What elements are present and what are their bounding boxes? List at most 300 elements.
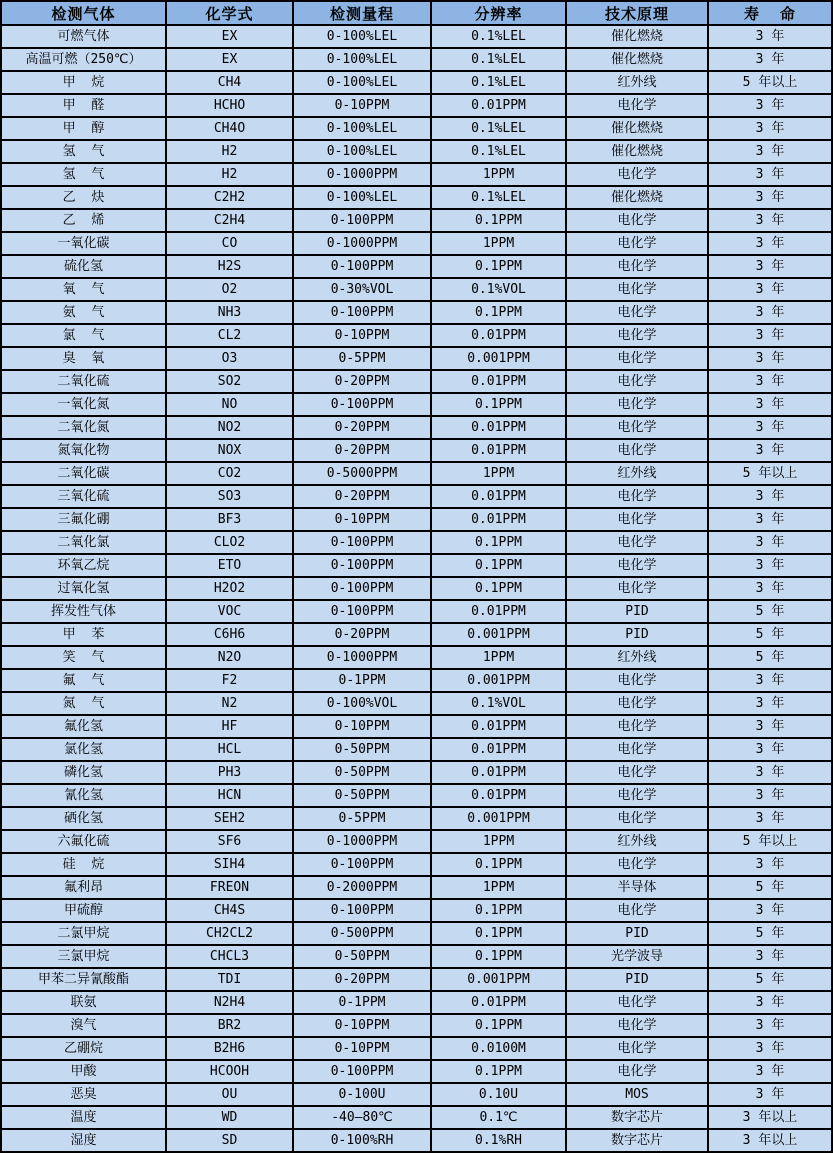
cell-formula: H2O2 <box>166 577 293 600</box>
cell-range: 0-100PPM <box>293 853 431 876</box>
cell-range: 0-10PPM <box>293 94 431 117</box>
cell-lifespan: 5 年 <box>708 623 832 646</box>
cell-lifespan: 3 年 <box>708 577 832 600</box>
cell-lifespan: 3 年以上 <box>708 1129 832 1152</box>
cell-principle: 电化学 <box>566 324 708 347</box>
cell-gas-name: 二氧化硫 <box>1 370 166 393</box>
cell-principle: 数字芯片 <box>566 1129 708 1152</box>
table-row <box>1 1060 832 1083</box>
cell-lifespan: 3 年 <box>708 1037 832 1060</box>
cell-gas-name: 甲苯二异氰酸酯 <box>1 968 166 991</box>
cell-principle: 电化学 <box>566 692 708 715</box>
cell-resolution: 0.1PPM <box>431 554 566 577</box>
cell-resolution: 0.1%VOL <box>431 278 566 301</box>
cell-principle: 催化燃烧 <box>566 186 708 209</box>
cell-resolution: 1PPM <box>431 830 566 853</box>
cell-range: 0-1000PPM <box>293 163 431 186</box>
cell-lifespan: 3 年 <box>708 393 832 416</box>
cell-principle: 电化学 <box>566 807 708 830</box>
cell-gas-name: 氢 气 <box>1 163 166 186</box>
cell-lifespan: 3 年 <box>708 554 832 577</box>
cell-lifespan: 3 年 <box>708 48 832 71</box>
cell-range: 0-20PPM <box>293 968 431 991</box>
cell-formula: SIH4 <box>166 853 293 876</box>
cell-principle: 电化学 <box>566 1060 708 1083</box>
cell-resolution: 0.001PPM <box>431 623 566 646</box>
cell-principle: 电化学 <box>566 784 708 807</box>
table-row <box>1 876 832 899</box>
table-row <box>1 163 832 186</box>
cell-range: 0-100PPM <box>293 393 431 416</box>
cell-range: 0-100PPM <box>293 899 431 922</box>
cell-formula: CH4S <box>166 899 293 922</box>
cell-gas-name: 恶臭 <box>1 1083 166 1106</box>
cell-gas-name: 温度 <box>1 1106 166 1129</box>
cell-formula: CO <box>166 232 293 255</box>
cell-resolution: 0.1%LEL <box>431 48 566 71</box>
cell-lifespan: 3 年 <box>708 485 832 508</box>
cell-formula: H2 <box>166 140 293 163</box>
cell-principle: 电化学 <box>566 669 708 692</box>
table-row <box>1 554 832 577</box>
cell-resolution: 1PPM <box>431 646 566 669</box>
cell-formula: PH3 <box>166 761 293 784</box>
cell-lifespan: 5 年 <box>708 600 832 623</box>
cell-lifespan: 3 年 <box>708 25 832 48</box>
table-row <box>1 485 832 508</box>
table-row <box>1 922 832 945</box>
table-row <box>1 1106 832 1129</box>
cell-principle: PID <box>566 623 708 646</box>
cell-principle: 电化学 <box>566 853 708 876</box>
cell-gas-name: 磷化氢 <box>1 761 166 784</box>
cell-lifespan: 3 年 <box>708 94 832 117</box>
cell-lifespan: 3 年 <box>708 232 832 255</box>
cell-gas-name: 甲 苯 <box>1 623 166 646</box>
cell-formula: NO <box>166 393 293 416</box>
cell-principle: 电化学 <box>566 209 708 232</box>
cell-formula: HCL <box>166 738 293 761</box>
table-row <box>1 784 832 807</box>
cell-range: 0-100%LEL <box>293 71 431 94</box>
cell-gas-name: 环氧乙烷 <box>1 554 166 577</box>
cell-principle: 电化学 <box>566 347 708 370</box>
cell-resolution: 0.001PPM <box>431 968 566 991</box>
table-body <box>1 25 832 1152</box>
cell-lifespan: 3 年 <box>708 324 832 347</box>
table-row <box>1 1083 832 1106</box>
cell-principle: 电化学 <box>566 738 708 761</box>
cell-lifespan: 3 年 <box>708 715 832 738</box>
cell-principle: 电化学 <box>566 278 708 301</box>
cell-gas-name: 湿度 <box>1 1129 166 1152</box>
table-row <box>1 991 832 1014</box>
cell-resolution: 0.1PPM <box>431 922 566 945</box>
cell-gas-name: 氢 气 <box>1 140 166 163</box>
cell-resolution: 0.1PPM <box>431 531 566 554</box>
cell-formula: CH4 <box>166 71 293 94</box>
col-header-gas-name: 检测气体 <box>1 1 166 25</box>
cell-resolution: 0.1%RH <box>431 1129 566 1152</box>
cell-formula: HCHO <box>166 94 293 117</box>
cell-gas-name: 甲 烷 <box>1 71 166 94</box>
cell-range: 0-100%RH <box>293 1129 431 1152</box>
table-row <box>1 255 832 278</box>
cell-lifespan: 3 年 <box>708 738 832 761</box>
cell-range: 0-100%VOL <box>293 692 431 715</box>
cell-gas-name: 硫化氢 <box>1 255 166 278</box>
cell-range: 0-1PPM <box>293 991 431 1014</box>
cell-formula: SF6 <box>166 830 293 853</box>
cell-gas-name: 二氧化氯 <box>1 531 166 554</box>
cell-principle: 红外线 <box>566 462 708 485</box>
cell-range: 0-100%LEL <box>293 117 431 140</box>
table-header-row <box>1 1 832 25</box>
table-row <box>1 508 832 531</box>
table-row <box>1 209 832 232</box>
cell-gas-name: 硅 烷 <box>1 853 166 876</box>
table-row <box>1 71 832 94</box>
cell-gas-name: 甲 醛 <box>1 94 166 117</box>
table-row <box>1 301 832 324</box>
cell-formula: SO2 <box>166 370 293 393</box>
cell-resolution: 0.1%VOL <box>431 692 566 715</box>
cell-gas-name: 臭 氧 <box>1 347 166 370</box>
table-row <box>1 186 832 209</box>
cell-principle: 红外线 <box>566 646 708 669</box>
cell-formula: WD <box>166 1106 293 1129</box>
cell-range: 0-100PPM <box>293 600 431 623</box>
cell-gas-name: 氟化氢 <box>1 715 166 738</box>
cell-range: 0-10PPM <box>293 715 431 738</box>
cell-lifespan: 3 年 <box>708 117 832 140</box>
cell-gas-name: 甲 醇 <box>1 117 166 140</box>
cell-formula: ETO <box>166 554 293 577</box>
cell-formula: C2H4 <box>166 209 293 232</box>
cell-resolution: 0.01PPM <box>431 416 566 439</box>
cell-resolution: 0.01PPM <box>431 784 566 807</box>
cell-formula: HCN <box>166 784 293 807</box>
cell-principle: 半导体 <box>566 876 708 899</box>
table-row <box>1 1037 832 1060</box>
table-row <box>1 370 832 393</box>
cell-gas-name: 挥发性气体 <box>1 600 166 623</box>
cell-principle: 电化学 <box>566 370 708 393</box>
cell-gas-name: 三氧化硫 <box>1 485 166 508</box>
cell-resolution: 0.01PPM <box>431 715 566 738</box>
cell-formula: OU <box>166 1083 293 1106</box>
cell-formula: CHCL3 <box>166 945 293 968</box>
cell-resolution: 0.01PPM <box>431 485 566 508</box>
cell-lifespan: 3 年 <box>708 209 832 232</box>
cell-range: 0-20PPM <box>293 439 431 462</box>
table-row <box>1 623 832 646</box>
table-row <box>1 117 832 140</box>
cell-formula: CL2 <box>166 324 293 347</box>
col-header-formula: 化学式 <box>166 1 293 25</box>
cell-range: 0-50PPM <box>293 738 431 761</box>
cell-range: 0-100%LEL <box>293 186 431 209</box>
cell-formula: FREON <box>166 876 293 899</box>
cell-resolution: 0.1PPM <box>431 301 566 324</box>
cell-range: 0-1000PPM <box>293 646 431 669</box>
cell-formula: CLO2 <box>166 531 293 554</box>
cell-lifespan: 5 年 <box>708 646 832 669</box>
cell-formula: C2H2 <box>166 186 293 209</box>
cell-lifespan: 3 年 <box>708 784 832 807</box>
cell-resolution: 0.001PPM <box>431 347 566 370</box>
cell-principle: 电化学 <box>566 1037 708 1060</box>
cell-range: 0-1PPM <box>293 669 431 692</box>
cell-gas-name: 二氧化碳 <box>1 462 166 485</box>
cell-resolution: 0.1PPM <box>431 577 566 600</box>
cell-principle: 电化学 <box>566 94 708 117</box>
table-row <box>1 692 832 715</box>
cell-principle: PID <box>566 600 708 623</box>
cell-principle: 电化学 <box>566 991 708 1014</box>
cell-gas-name: 一氧化碳 <box>1 232 166 255</box>
cell-resolution: 0.1%LEL <box>431 25 566 48</box>
table-row <box>1 1129 832 1152</box>
cell-resolution: 0.01PPM <box>431 324 566 347</box>
cell-formula: O2 <box>166 278 293 301</box>
cell-formula: N2 <box>166 692 293 715</box>
cell-range: 0-1000PPM <box>293 830 431 853</box>
cell-range: 0-100PPM <box>293 255 431 278</box>
cell-gas-name: 硒化氢 <box>1 807 166 830</box>
table-row <box>1 830 832 853</box>
cell-resolution: 0.1PPM <box>431 209 566 232</box>
cell-gas-name: 氧 气 <box>1 278 166 301</box>
cell-lifespan: 3 年 <box>708 186 832 209</box>
cell-gas-name: 氰化氢 <box>1 784 166 807</box>
cell-lifespan: 3 年 <box>708 899 832 922</box>
cell-lifespan: 3 年 <box>708 1060 832 1083</box>
cell-range: 0-5PPM <box>293 807 431 830</box>
cell-gas-name: 氯化氢 <box>1 738 166 761</box>
cell-lifespan: 3 年 <box>708 508 832 531</box>
cell-resolution: 0.1%LEL <box>431 186 566 209</box>
cell-resolution: 0.001PPM <box>431 669 566 692</box>
cell-range: 0-100PPM <box>293 301 431 324</box>
cell-principle: 电化学 <box>566 531 708 554</box>
cell-range: 0-100%LEL <box>293 140 431 163</box>
cell-lifespan: 3 年 <box>708 807 832 830</box>
cell-formula: TDI <box>166 968 293 991</box>
cell-resolution: 0.1PPM <box>431 853 566 876</box>
cell-lifespan: 3 年 <box>708 370 832 393</box>
cell-principle: 电化学 <box>566 715 708 738</box>
cell-principle: PID <box>566 922 708 945</box>
col-header-resolution: 分辨率 <box>431 1 566 25</box>
cell-resolution: 0.1PPM <box>431 393 566 416</box>
table-row <box>1 715 832 738</box>
cell-formula: N2O <box>166 646 293 669</box>
table-row <box>1 761 832 784</box>
cell-lifespan: 3 年 <box>708 945 832 968</box>
cell-range: 0-5000PPM <box>293 462 431 485</box>
cell-range: -40—80℃ <box>293 1106 431 1129</box>
cell-gas-name: 甲酸 <box>1 1060 166 1083</box>
cell-lifespan: 5 年 <box>708 968 832 991</box>
cell-range: 0-50PPM <box>293 784 431 807</box>
cell-gas-name: 高温可燃（250℃） <box>1 48 166 71</box>
cell-formula: CH2CL2 <box>166 922 293 945</box>
cell-lifespan: 3 年 <box>708 761 832 784</box>
cell-gas-name: 可燃气体 <box>1 25 166 48</box>
cell-principle: 电化学 <box>566 485 708 508</box>
cell-range: 0-100U <box>293 1083 431 1106</box>
cell-range: 0-100PPM <box>293 531 431 554</box>
cell-lifespan: 3 年 <box>708 669 832 692</box>
cell-gas-name: 氮 气 <box>1 692 166 715</box>
cell-formula: BF3 <box>166 508 293 531</box>
table-row <box>1 232 832 255</box>
cell-principle: 催化燃烧 <box>566 117 708 140</box>
cell-gas-name: 溴气 <box>1 1014 166 1037</box>
cell-principle: 电化学 <box>566 232 708 255</box>
cell-formula: SD <box>166 1129 293 1152</box>
cell-lifespan: 3 年 <box>708 439 832 462</box>
table-row <box>1 347 832 370</box>
table-row <box>1 140 832 163</box>
cell-formula: SO3 <box>166 485 293 508</box>
cell-gas-name: 三氟化硼 <box>1 508 166 531</box>
cell-gas-name: 甲硫醇 <box>1 899 166 922</box>
cell-range: 0-10PPM <box>293 1037 431 1060</box>
cell-resolution: 0.1%LEL <box>431 140 566 163</box>
table-row <box>1 669 832 692</box>
cell-formula: CH4O <box>166 117 293 140</box>
cell-resolution: 0.01PPM <box>431 94 566 117</box>
cell-lifespan: 3 年 <box>708 1083 832 1106</box>
cell-lifespan: 3 年 <box>708 991 832 1014</box>
table-row <box>1 393 832 416</box>
cell-principle: 光学波导 <box>566 945 708 968</box>
cell-formula: B2H6 <box>166 1037 293 1060</box>
cell-formula: HCOOH <box>166 1060 293 1083</box>
cell-resolution: 0.1%LEL <box>431 71 566 94</box>
cell-principle: MOS <box>566 1083 708 1106</box>
cell-range: 0-100PPM <box>293 577 431 600</box>
cell-resolution: 0.1PPM <box>431 945 566 968</box>
cell-range: 0-5PPM <box>293 347 431 370</box>
cell-gas-name: 氟 气 <box>1 669 166 692</box>
cell-resolution: 0.0100M <box>431 1037 566 1060</box>
cell-gas-name: 过氧化氢 <box>1 577 166 600</box>
cell-principle: 电化学 <box>566 255 708 278</box>
cell-principle: 电化学 <box>566 393 708 416</box>
cell-lifespan: 3 年 <box>708 140 832 163</box>
cell-formula: NO2 <box>166 416 293 439</box>
cell-formula: EX <box>166 48 293 71</box>
cell-lifespan: 3 年 <box>708 416 832 439</box>
cell-resolution: 0.01PPM <box>431 761 566 784</box>
table-row <box>1 278 832 301</box>
table-row <box>1 853 832 876</box>
cell-range: 0-100PPM <box>293 554 431 577</box>
cell-gas-name: 三氯甲烷 <box>1 945 166 968</box>
cell-lifespan: 5 年以上 <box>708 71 832 94</box>
cell-resolution: 1PPM <box>431 163 566 186</box>
cell-resolution: 0.1℃ <box>431 1106 566 1129</box>
col-header-principle: 技术原理 <box>566 1 708 25</box>
cell-range: 0-10PPM <box>293 508 431 531</box>
cell-gas-name: 二氧化氮 <box>1 416 166 439</box>
cell-formula: F2 <box>166 669 293 692</box>
cell-resolution: 0.1%LEL <box>431 117 566 140</box>
cell-gas-name: 六氟化硫 <box>1 830 166 853</box>
cell-resolution: 0.01PPM <box>431 738 566 761</box>
cell-range: 0-2000PPM <box>293 876 431 899</box>
cell-resolution: 1PPM <box>431 876 566 899</box>
table-row <box>1 439 832 462</box>
cell-gas-name: 乙 炔 <box>1 186 166 209</box>
cell-resolution: 1PPM <box>431 232 566 255</box>
table-row <box>1 646 832 669</box>
cell-formula: NH3 <box>166 301 293 324</box>
cell-resolution: 0.1PPM <box>431 1060 566 1083</box>
cell-range: 0-1000PPM <box>293 232 431 255</box>
cell-principle: 电化学 <box>566 577 708 600</box>
cell-lifespan: 3 年 <box>708 347 832 370</box>
cell-principle: 催化燃烧 <box>566 25 708 48</box>
cell-resolution: 0.001PPM <box>431 807 566 830</box>
table-row <box>1 807 832 830</box>
cell-gas-name: 笑 气 <box>1 646 166 669</box>
cell-resolution: 0.1PPM <box>431 1014 566 1037</box>
cell-range: 0-100%LEL <box>293 48 431 71</box>
cell-resolution: 1PPM <box>431 462 566 485</box>
cell-formula: O3 <box>166 347 293 370</box>
table-row <box>1 899 832 922</box>
cell-lifespan: 3 年 <box>708 853 832 876</box>
cell-range: 0-50PPM <box>293 761 431 784</box>
cell-principle: 催化燃烧 <box>566 140 708 163</box>
cell-gas-name: 氯 气 <box>1 324 166 347</box>
table-row <box>1 25 832 48</box>
table-row <box>1 324 832 347</box>
cell-range: 0-30%VOL <box>293 278 431 301</box>
cell-lifespan: 3 年 <box>708 531 832 554</box>
cell-lifespan: 3 年 <box>708 692 832 715</box>
cell-range: 0-100%LEL <box>293 25 431 48</box>
cell-formula: VOC <box>166 600 293 623</box>
cell-resolution: 0.01PPM <box>431 370 566 393</box>
cell-gas-name: 一氧化氮 <box>1 393 166 416</box>
table-row <box>1 577 832 600</box>
cell-principle: 电化学 <box>566 508 708 531</box>
cell-lifespan: 5 年以上 <box>708 830 832 853</box>
table-row <box>1 94 832 117</box>
cell-formula: H2 <box>166 163 293 186</box>
cell-resolution: 0.01PPM <box>431 600 566 623</box>
table-row <box>1 531 832 554</box>
cell-principle: 数字芯片 <box>566 1106 708 1129</box>
cell-range: 0-100PPM <box>293 209 431 232</box>
cell-lifespan: 3 年 <box>708 163 832 186</box>
cell-range: 0-20PPM <box>293 370 431 393</box>
cell-gas-name: 乙硼烷 <box>1 1037 166 1060</box>
cell-formula: SEH2 <box>166 807 293 830</box>
cell-range: 0-20PPM <box>293 623 431 646</box>
cell-resolution: 0.10U <box>431 1083 566 1106</box>
cell-lifespan: 3 年 <box>708 278 832 301</box>
cell-lifespan: 3 年 <box>708 255 832 278</box>
cell-lifespan: 3 年 <box>708 301 832 324</box>
cell-formula: NOX <box>166 439 293 462</box>
cell-formula: HF <box>166 715 293 738</box>
